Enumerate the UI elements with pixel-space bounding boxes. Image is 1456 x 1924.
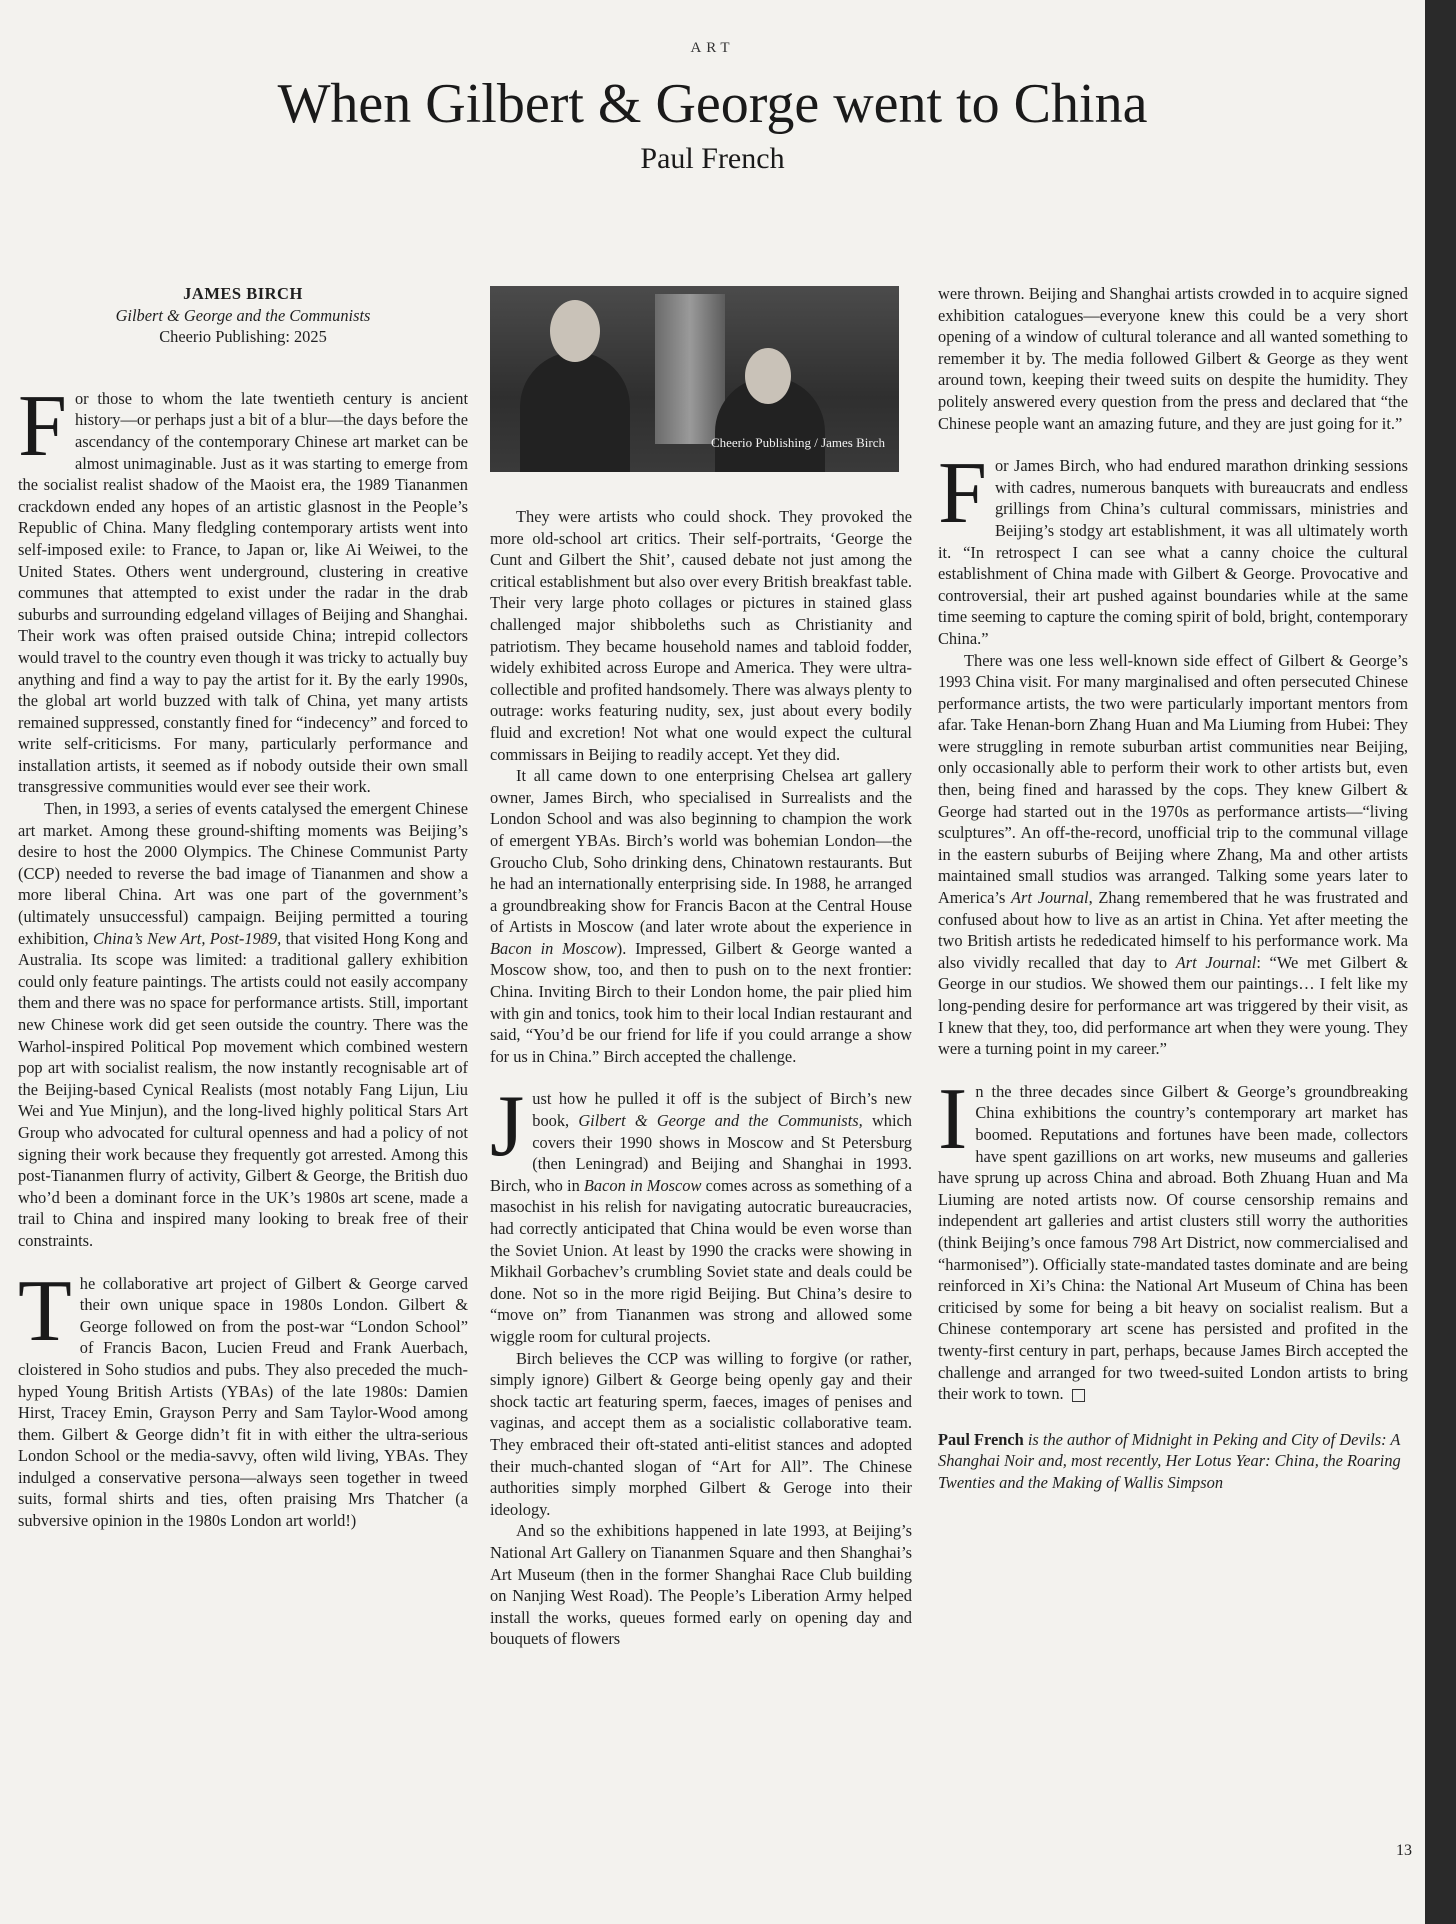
paragraph: Just how he pulled it off is the subject of Birch’s new book, Gilbert & George and the Communists, which covers their 1990 shows in Moscow and St Petersburg (then Leningrad) and Beijing and Shanghai in 1993. Birch, who in Bacon in Moscow comes across as something of a masochist in his relish for navigating autocratic bureaucracies, had correctly anticipated that China would be even worse than the Soviet Union. At least by 1990 the cracks were showing in Mikhail Gorbachev’s crumbling Soviet state and deals could be done. Not so in the more rigid Beijing. But China’s desire to “move on” from Tiananmen was strong and allowed some wiggle room for cultural projects. bbox=[490, 1078, 912, 1346]
drop-cap: F bbox=[938, 445, 987, 543]
section-label: ART bbox=[690, 40, 735, 56]
paragraph: For those to whom the late twentieth century is ancient history—or perhaps just a bit of a blur—the days before the ascendancy of the contemporary Chinese art market can be almost unimaginable. Just as it was starting to emerge from the socialist realist shadow of the Maoist era, the 1989 Tiananmen crackdown ended any hopes of an artistic glasnost in the People’s Republic of China. Many fledgling contemporary artists went into self-imposed exile: to France, to Japan or, like Ai Weiwei, to the United States. Others went underground, clustering in creative communes that attempted to exist under the radar in the drab suburbs and surrounding edgeland villages of Beijing and Shanghai. Their work was often praised outside China; intrepid collectors would travel to the country even though it was tricky to actually buy anything and find a way to pay the artist for it. By the early 1990s, the global art world buzzed with talk of China, yet many artists remained suppressed, constantly fined for “indecency” and forced to write self-criticisms. For many, particularly performance and installation artists, it seemed as if nobody outside their own small transgressive communities would ever see their work. bbox=[18, 377, 468, 797]
drop-cap: J bbox=[490, 1078, 525, 1176]
paragraph: Then, in 1993, a series of events catalysed the emergent Chinese art market. Among these ground-shifting moments was Beijing’s desire to host the 2000 Olympics. The Chinese Communist Party (CCP) needed to reverse the bad image of Tiananmen and show a more liberal China. Art was one part of the government’s (ultimately unsuccessful) campaign. Beijing permitted a touring exhibition, China’s New Art, Post-1989, that visited Hong Kong and Australia. Its scope was limited: a traditional gallery exhibition could only feature paintings. The artists could not easily accompany them and there was no space for performance artists. Still, important new Chinese work did get seen outside the country. There was the Warhol-inspired Political Pop movement which combined western pop art with socialist realism, the now instantly recognisable art of the Beijing-based Cynical Realists (most notably Fang Lijun, Liu Wei and Yue Minjun), and the long-lived highly political Stars Art Group who advocated for cultural openness and had a policy of not signing their work because they frequently got arrested. Among this post-Tiananmen flurry of activity, Gilbert & George, the British duo who’d been a dominant force in the UK’s 1980s art scene, made a trail to China and inspired many looking to break free of their constraints. bbox=[18, 799, 468, 1250]
paragraph: Birch believes the CCP was willing to forgive (or rather, simply ignore) Gilbert & George being openly gay and their shock tactic art featuring sperm, faeces, images of penises and vaginas, and accept them as a socialistic collaborative team. They embraced their oft-stated anti-elitist stances and adopted their much-chanted slogan of “Art for All”. The Chinese authorities simply morphed Gilbert & Geroge into their ideology. bbox=[490, 1348, 912, 1519]
paragraph: There was one less well-known side effect of Gilbert & George’s 1993 China visit. For many marginalised and often persecuted Chinese performance artists, the two were particularly important mentors from afar. Take Henan-born Zhang Huan and Ma Liuming from Hubei: They were struggling in remote suburban artist communities near Beijing, only occasionally able to perform their work to other artists but, even then, being fined and harassed by the cops. They knew Gilbert & George had started out in the 1970s as performance artists—“living sculptures”. An off-the-record, unofficial trip to the communal village in the eastern suburbs of Beijing where Zhang, Ma and other artists maintained small studios was arranged. Talking some years later to America’s Art Journal, Zhang remembered that he was frustrated and confused about how to live as an artist in China. Yet after meeting the two British artists he rededicated himself to his performance work. Ma also vividly recalled that day to Art Journal: “We met Gilbert & George in our studios. We showed them our paintings… I felt like my long-pending desire for performance art was triggered by their visit, as I knew that they, too, did performance art when they were young. They were a turning point in my career.” bbox=[938, 650, 1409, 1059]
paragraph: In the three decades since Gilbert & George’s groundbreaking China exhibitions the country’s contemporary art market has boomed. Reputations and fortunes have been made, collectors have spent gazillions on art works, new museums and galleries have sprung up across China and abroad. Both Zhuang Huan and Ma Liuming are noted artists now. Of course censorship remains and independent art galleries and artist clusters still worry the authorities (think Beijing’s once famous 798 Art District, now commercialised and “harmonised”). Officially state-mandated tastes dominate and are being reinforced in Xi’s China: the National Art Museum of China has been criticised by some for being a bit heavy on socialist realism. But a Chinese contemporary art scene has persisted and profited in the twenty-first century in part, perhaps, because James Birch accepted the challenge and arranged for two tweed-suited London artists to bring their work to town. bbox=[938, 1070, 1408, 1404]
book-title: Gilbert & George and the Communists bbox=[115, 305, 371, 325]
paragraph: For James Birch, who had endured marathon drinking sessions with cadres, numerous banquets with bureaucrats and endless grillings from China’s cultural commissars, ministries and Beijing’s stodgy art establishment, it was all ultimately worth it. “In retrospect I can see what a canny choice the cultural establishment of China made with Gilbert & George. Provocative and controversial, their art pushed against boundaries while at the same time seeming to capture the coming spirit of bold, bright, contemporary China.” bbox=[938, 445, 1408, 648]
drop-cap: F bbox=[18, 377, 67, 475]
article-photo bbox=[490, 286, 899, 472]
photo-credit: Cheerio Publishing / James Birch bbox=[710, 435, 885, 451]
end-mark bbox=[1072, 1389, 1085, 1402]
figure-gilbert-head bbox=[550, 300, 600, 362]
bio-name: Paul French bbox=[938, 1429, 1024, 1449]
paragraph: were thrown. Beijing and Shanghai artists crowded in to acquire signed exhibition catalogues—everyone knew this could be a very short opening of a window of cultural tolerance and all wanted something to remember it by. The media followed Gilbert & George as they went around town, keeping their tweed suits on despite the humidity. They politely answered every question from the press and declared that “the Chinese people want an amazing future, and they are just going for it.” bbox=[938, 284, 1408, 433]
book-publisher: Cheerio Publishing: 2025 bbox=[159, 327, 327, 347]
column-2 bbox=[490, 286, 912, 1650]
author-bio bbox=[938, 1429, 1408, 1494]
bio-text: is the author of Midnight in Peking and City of Devils: A Shanghai Noir and, most recently, Her Lotus Year: China, the Roaring Twenties and the Making of Wallis Simpson bbox=[938, 1429, 1401, 1492]
page-number: 13 bbox=[1396, 1842, 1412, 1859]
drop-cap: I bbox=[938, 1070, 968, 1168]
article-title: When Gilbert & George went to China bbox=[277, 73, 1148, 135]
figure-gilbert bbox=[520, 352, 630, 472]
paragraph: It all came down to one enterprising Chelsea art gallery owner, James Birch, who specialised in Surrealists and the London School and was also beginning to champion the work of emergent YBAs. Birch’s world was bohemian London—the Groucho Club, Soho drinking dens, Chinatown restaurants. But he had an internationally enterprising side. In 1988, he arranged a groundbreaking show for Francis Bacon at the Central House of Artists in Moscow (and later wrote about the experience in Bacon in Moscow). Impressed, Gilbert & George wanted a Moscow show, too, and then to push on to the next frontier: China. Inviting Birch to their London home, the pair plied him with gin and tonics, took him to their local Indian restaurant and said, “You’d be our friend for life if you could arrange a show for us in China.” Birch accepted the challenge. bbox=[490, 766, 913, 1066]
figure-george-head bbox=[745, 348, 791, 404]
book-author: JAMES BIRCH bbox=[183, 284, 303, 303]
article-author: Paul French bbox=[640, 142, 785, 175]
column-1 bbox=[18, 283, 468, 1532]
paragraph: And so the exhibitions happened in late 1993, at Beijing’s National Art Gallery on Tiananmen Square and then Shanghai’s Art Museum (then in the former Shanghai Race Club building on Nanjing West Road). The People’s Liberation Army helped install the works, queues formed early on opening day and bouquets of flowers bbox=[490, 1521, 912, 1649]
column-3 bbox=[938, 283, 1408, 1493]
poster-graphic bbox=[655, 294, 725, 444]
book-info bbox=[18, 283, 468, 348]
drop-cap: T bbox=[18, 1262, 72, 1360]
paragraph: They were artists who could shock. They provoked the more old-school art critics. Their self-portraits, ‘George the Cunt and Gilbert the Shit’, caused debate not just among the critical establishment but also over every British breakfast table. Their very large photo collages or pictures in stained glass challenged major shibboleths such as Christianity and patriotism. They became household names and tabloid fodder, widely exhibited across Europe and America. They were ultra-collectible and profited handsomely. There was always plenty to outrage: works featuring nudity, sex, just about every bodily fluid and excretion! Not what one would expect the cultural commissars in Beijing to readily accept. Yet they did. bbox=[490, 507, 912, 764]
paragraph: The collaborative art project of Gilbert & George carved their own unique space in 1980s London. Gilbert & George followed on from the post-war “London School” of Francis Bacon, Lucien Freud and Frank Auerbach, cloistered in Soho studios and pubs. They also preceded the much-hyped Young British Artists (YBAs) of the late 1980s: Damien Hirst, Tracey Emin, Grayson Perry and Sam Taylor-Wood among them. Gilbert & George didn’t fit in with either the ultra-serious London School or the media-savvy, often wild living, YBAs. They indulged a conservative persona—always seen together in tweed suits, formal shirts and ties, often praising Mrs Thatcher (a subversive opinion in the 1980s London art world!) bbox=[18, 1262, 468, 1531]
